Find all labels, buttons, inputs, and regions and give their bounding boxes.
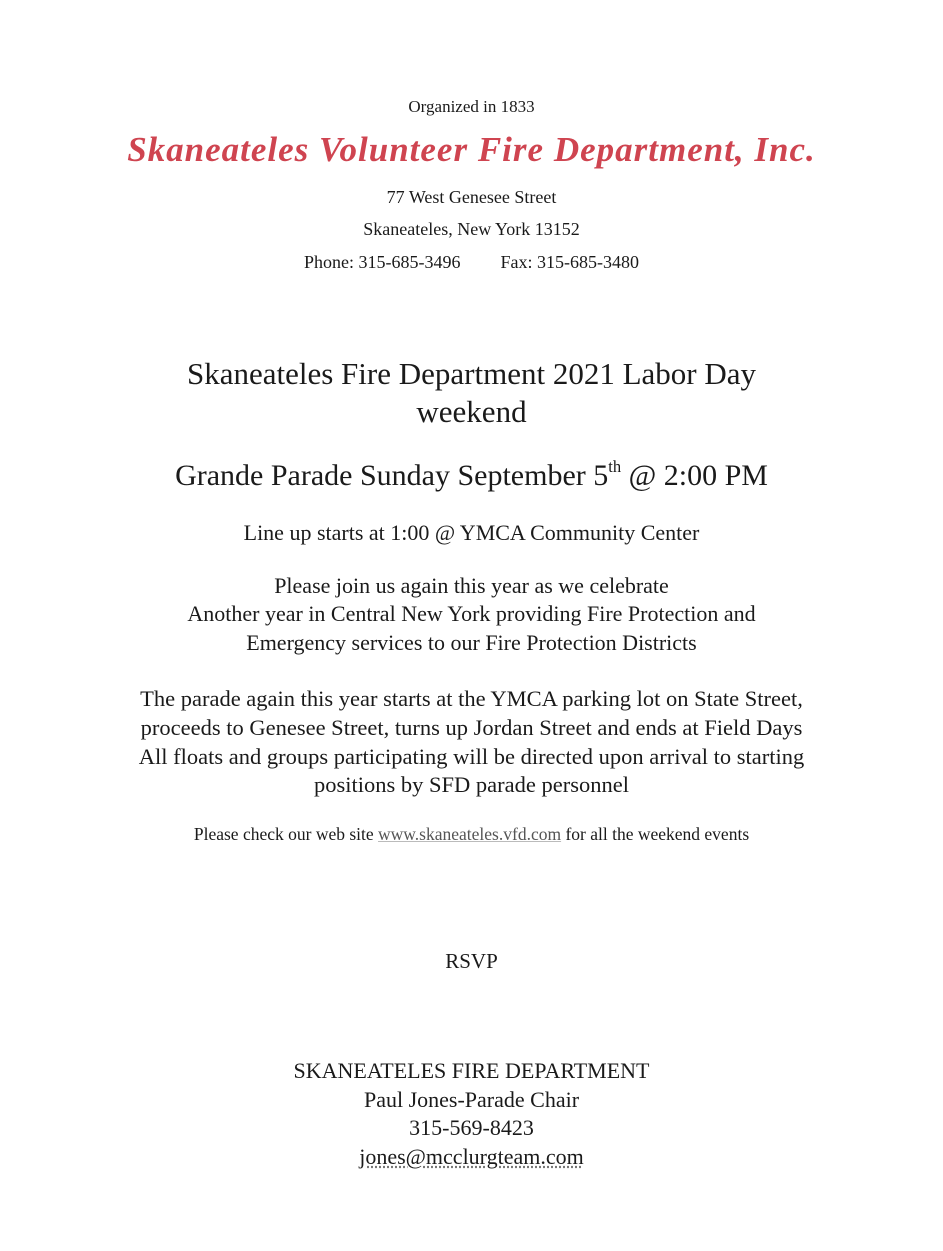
route-line: positions by SFD parade personnel	[314, 772, 629, 797]
parade-date: Grande Parade Sunday September 5	[175, 459, 609, 492]
website-link[interactable]: www.skaneateles.vfd.com	[378, 824, 562, 844]
route-line: All floats and groups participating will be directed upon arrival to starting	[138, 744, 805, 769]
route-line: The parade again this year starts at the YMCA parking lot on State Street,	[140, 686, 803, 711]
parade-line	[0, 457, 943, 492]
invite-line: Another year in Central New York providing Fire Protection and	[187, 601, 756, 626]
title-line2: weekend	[416, 394, 527, 429]
organized-line: Organized in 1833	[408, 97, 535, 116]
invite-line: Please join us again this year as we celebrate	[274, 573, 669, 598]
rsvp-org: SKANEATELES FIRE DEPARTMENT	[293, 1058, 650, 1083]
phone-number: Phone: 315-685-3496	[304, 252, 461, 272]
rsvp-email-line	[0, 1146, 943, 1168]
website-line	[0, 826, 943, 844]
rsvp-contact: Paul Jones-Parade Chair	[363, 1087, 580, 1112]
rsvp-phone: 315-569-8423	[409, 1115, 534, 1140]
address-line1: 77 West Genesee Street	[386, 187, 557, 207]
org-name-logo: Skaneateles Volunteer Fire Department, Inc.	[127, 130, 816, 169]
website-suffix: for all the weekend events	[561, 824, 750, 844]
website-prefix: Please check our web site	[193, 824, 379, 844]
date-suffix: th	[608, 457, 622, 476]
invite-line: Emergency services to our Fire Protection Districts	[246, 630, 697, 655]
rsvp-email[interactable]: jones@mcclurgteam.com	[359, 1144, 584, 1169]
fax-number: Fax: 315-685-3480	[500, 252, 639, 272]
contact-numbers	[0, 253, 943, 271]
route-line: proceeds to Genesee Street, turns up Jordan Street and ends at Field Days	[140, 715, 803, 740]
parade-time: @ 2:00 PM	[621, 459, 768, 492]
title-line1: Skaneateles Fire Department 2021 Labor Day	[186, 356, 756, 391]
address-line2: Skaneateles, New York 13152	[363, 219, 580, 239]
rsvp-label: RSVP	[445, 949, 498, 973]
lineup-line: Line up starts at 1:00 @ YMCA Community Center	[243, 520, 700, 545]
